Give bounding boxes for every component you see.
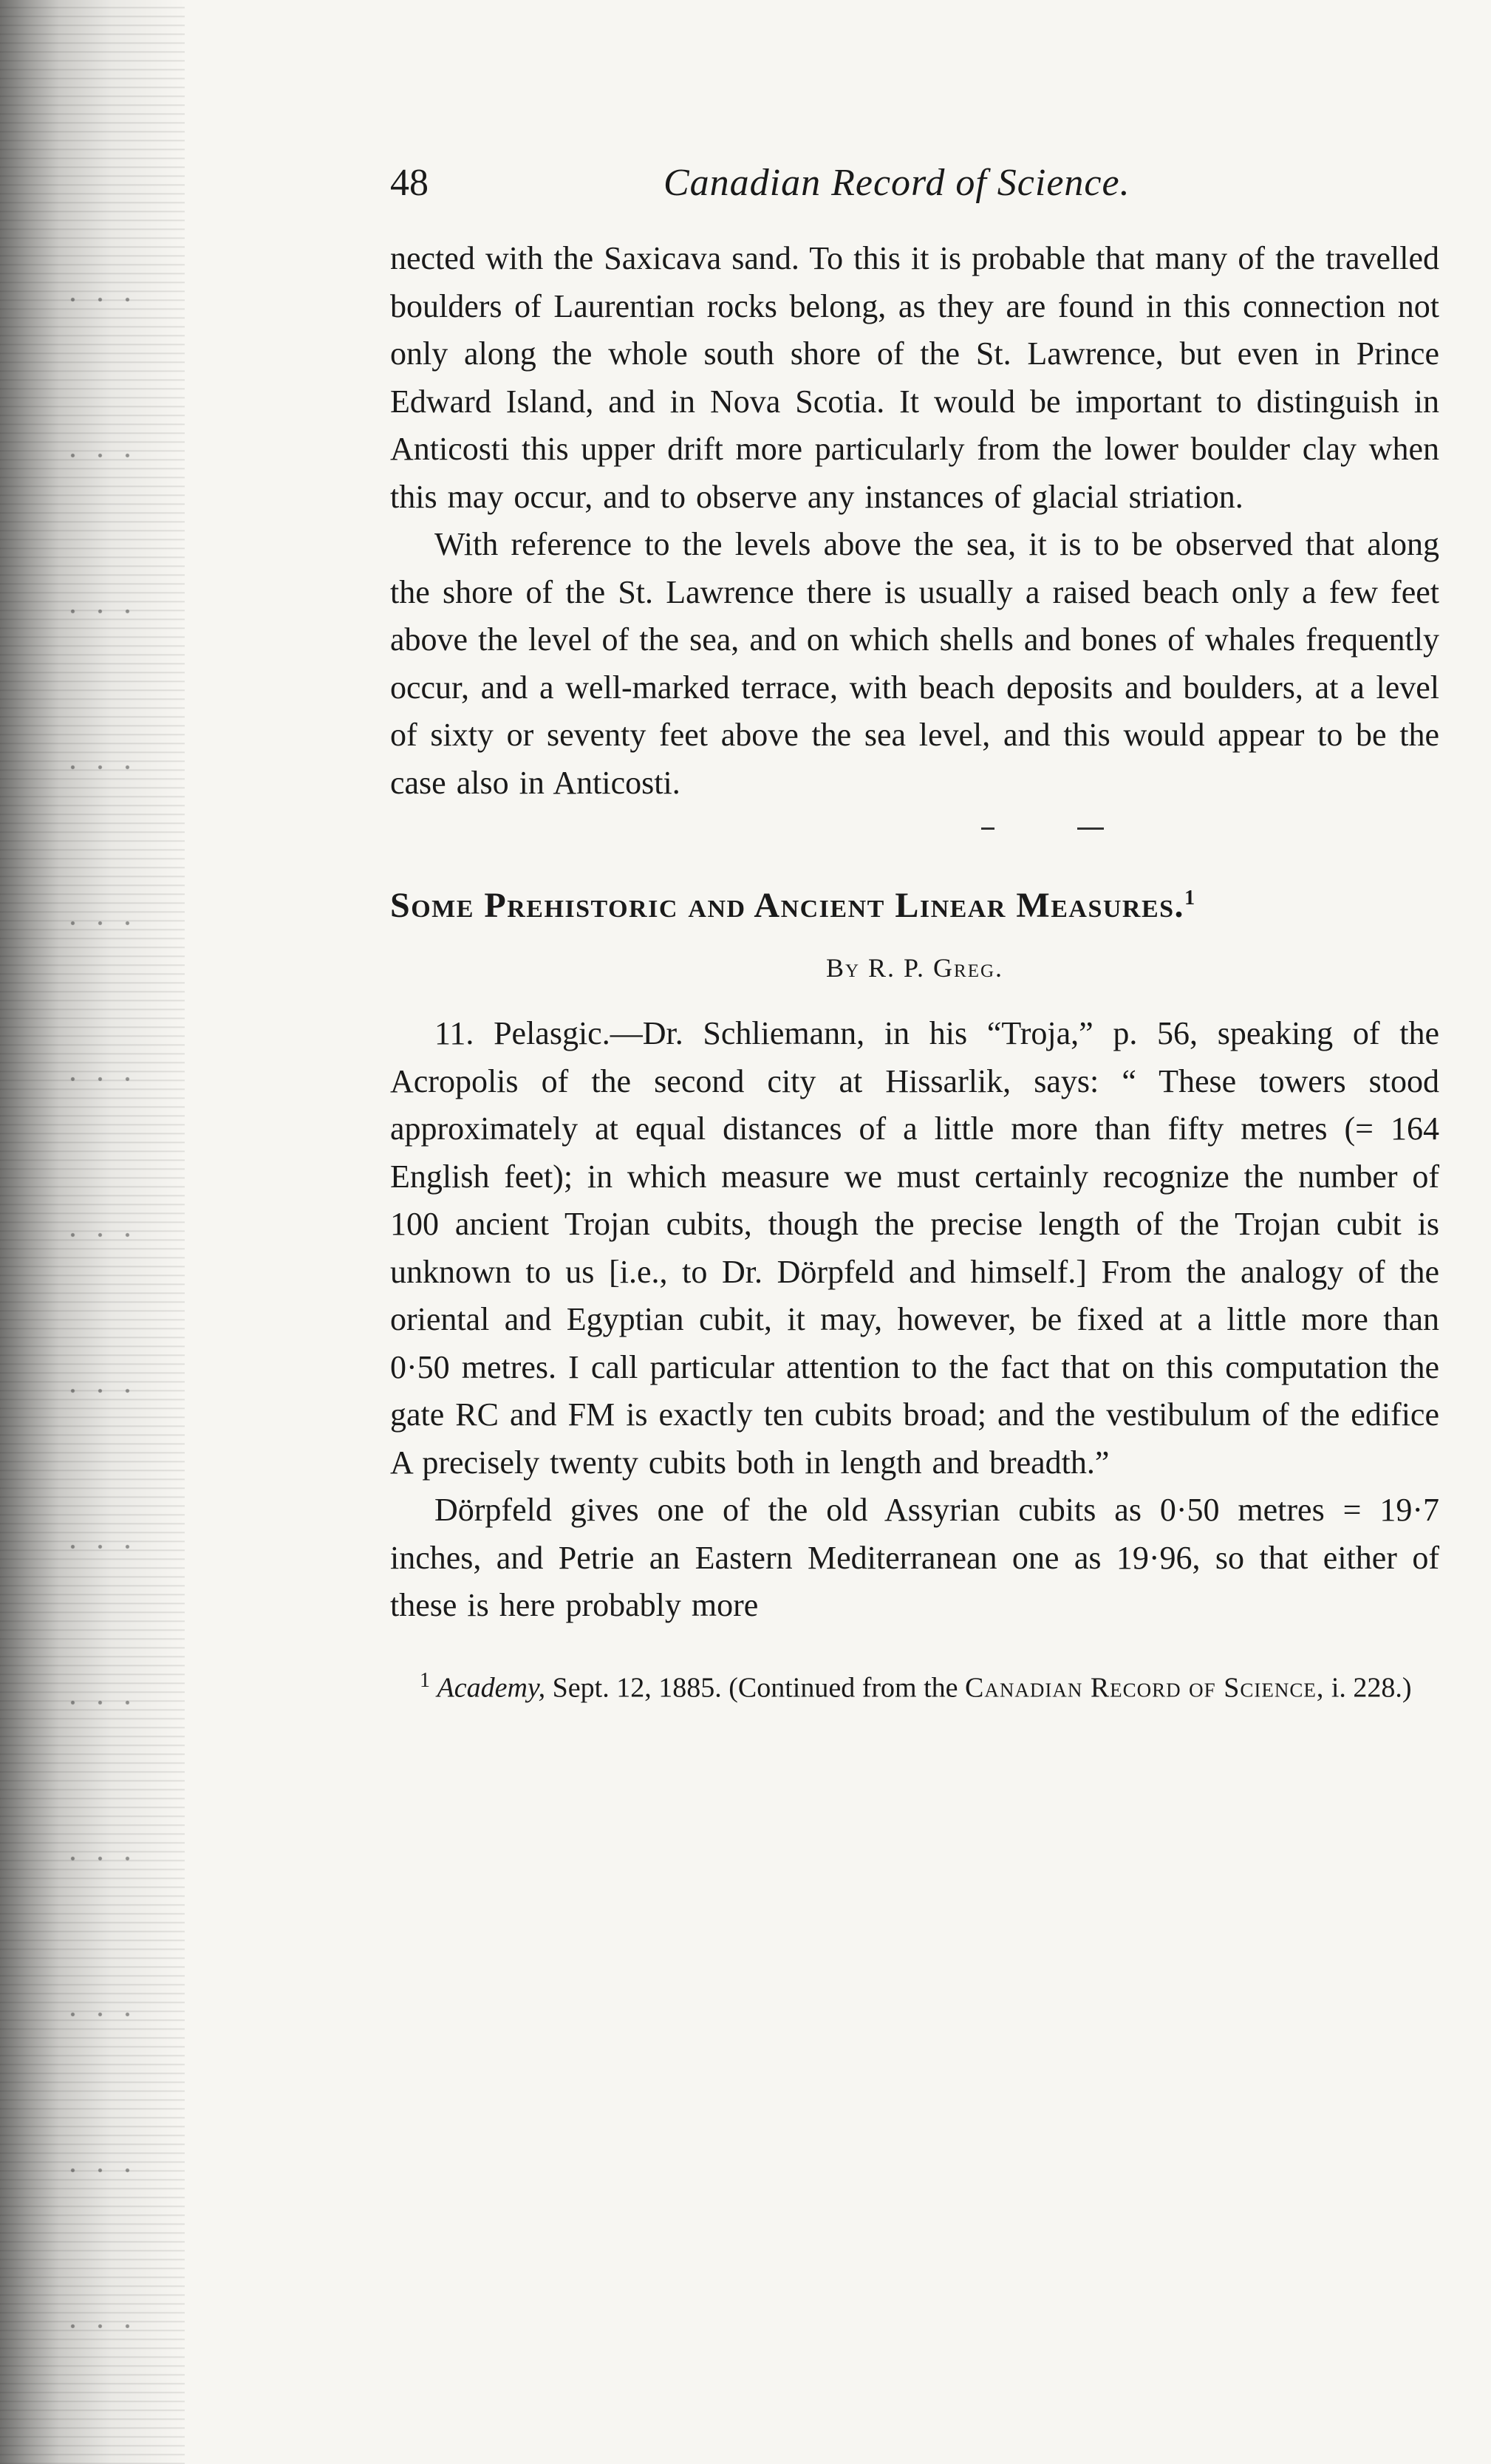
- article-paragraph-1: 11. Pelasgic.—Dr. Schliemann, in his “Troja,” p. 56, speaking of the Acropolis of the second city at Hissarlik, says: “ These towers stood approximately at equal distances of a little more than fifty metres (= 164 English feet); in which measure we must certainly recognize the number of 100 ancient Trojan cubits, though the precise length of the Trojan cubit is unknown to us [i.e., to Dr. Dörpfeld and himself.] From the analogy of the oriental and Egyptian cubit, it may, however, be fixed at a little more than 0·50 metres. I call particular attention to the fact that on this computation the gate RC and FM is exactly ten cubits broad; and the vestibulum of the edifice A precisely twenty cubits both in length and breadth.”: [390, 1015, 1439, 1481]
- page-number: 48: [390, 162, 429, 204]
- footnote-date: Sept. 12, 1885.: [552, 1672, 722, 1704]
- article-byline: By R. P. Greg.: [825, 953, 1004, 983]
- continuation-paragraph-1: nected with the Saxicava sand. To this it is probable that many of the travelled boulders of Laurentian rocks belong, as they are found in this connection not only along the whole south shore of the St. Lawrence, but even in Prince Edward Island, and in Nova Scotia. It would be important to distinguish in Anticosti this upper drift more particularly from the lower boulder clay when this may occur, and to observe any instances of glacial striation.: [390, 240, 1439, 515]
- running-head: [390, 161, 1439, 220]
- footnote-journal: Canadian Record of Science,: [965, 1672, 1325, 1704]
- section-divider: [390, 807, 1439, 856]
- footnote-ref: i. 228.): [1331, 1672, 1412, 1704]
- title-footnote-mark: 1: [1184, 887, 1196, 910]
- footnote-mark: 1: [420, 1668, 430, 1692]
- scan-noise: [59, 222, 148, 2364]
- article-title-text: Some Prehistoric and Ancient Linear Measures.: [390, 886, 1185, 925]
- article-paragraph-2: Dörpfeld gives one of the old Assyrian cubits as 0·50 metres = 19·7 inches, and Petrie an Eastern Mediterranean one as 19·96, so that either of these is here probably more: [390, 1492, 1439, 1623]
- footnote-source: Academy,: [437, 1672, 546, 1704]
- continuation-paragraph-2: With reference to the levels above the sea, it is to be observed that along the shore of the St. Lawrence there is usually a raised beach only a few feet above the level of the sea, and on which shells and bones of whales frequently occur, and a well-marked terrace, with beach deposits and boulders, at a level of sixty or seventy feet above the sea level, and this would appear to be the case also in Anticosti.: [390, 526, 1439, 801]
- footnote: [390, 1659, 1439, 1710]
- journal-title: Canadian Record of Science.: [663, 162, 1130, 204]
- book-page: [390, 161, 1439, 1709]
- footnote-note: (Continued from the: [729, 1672, 958, 1704]
- article-title: [390, 885, 1439, 926]
